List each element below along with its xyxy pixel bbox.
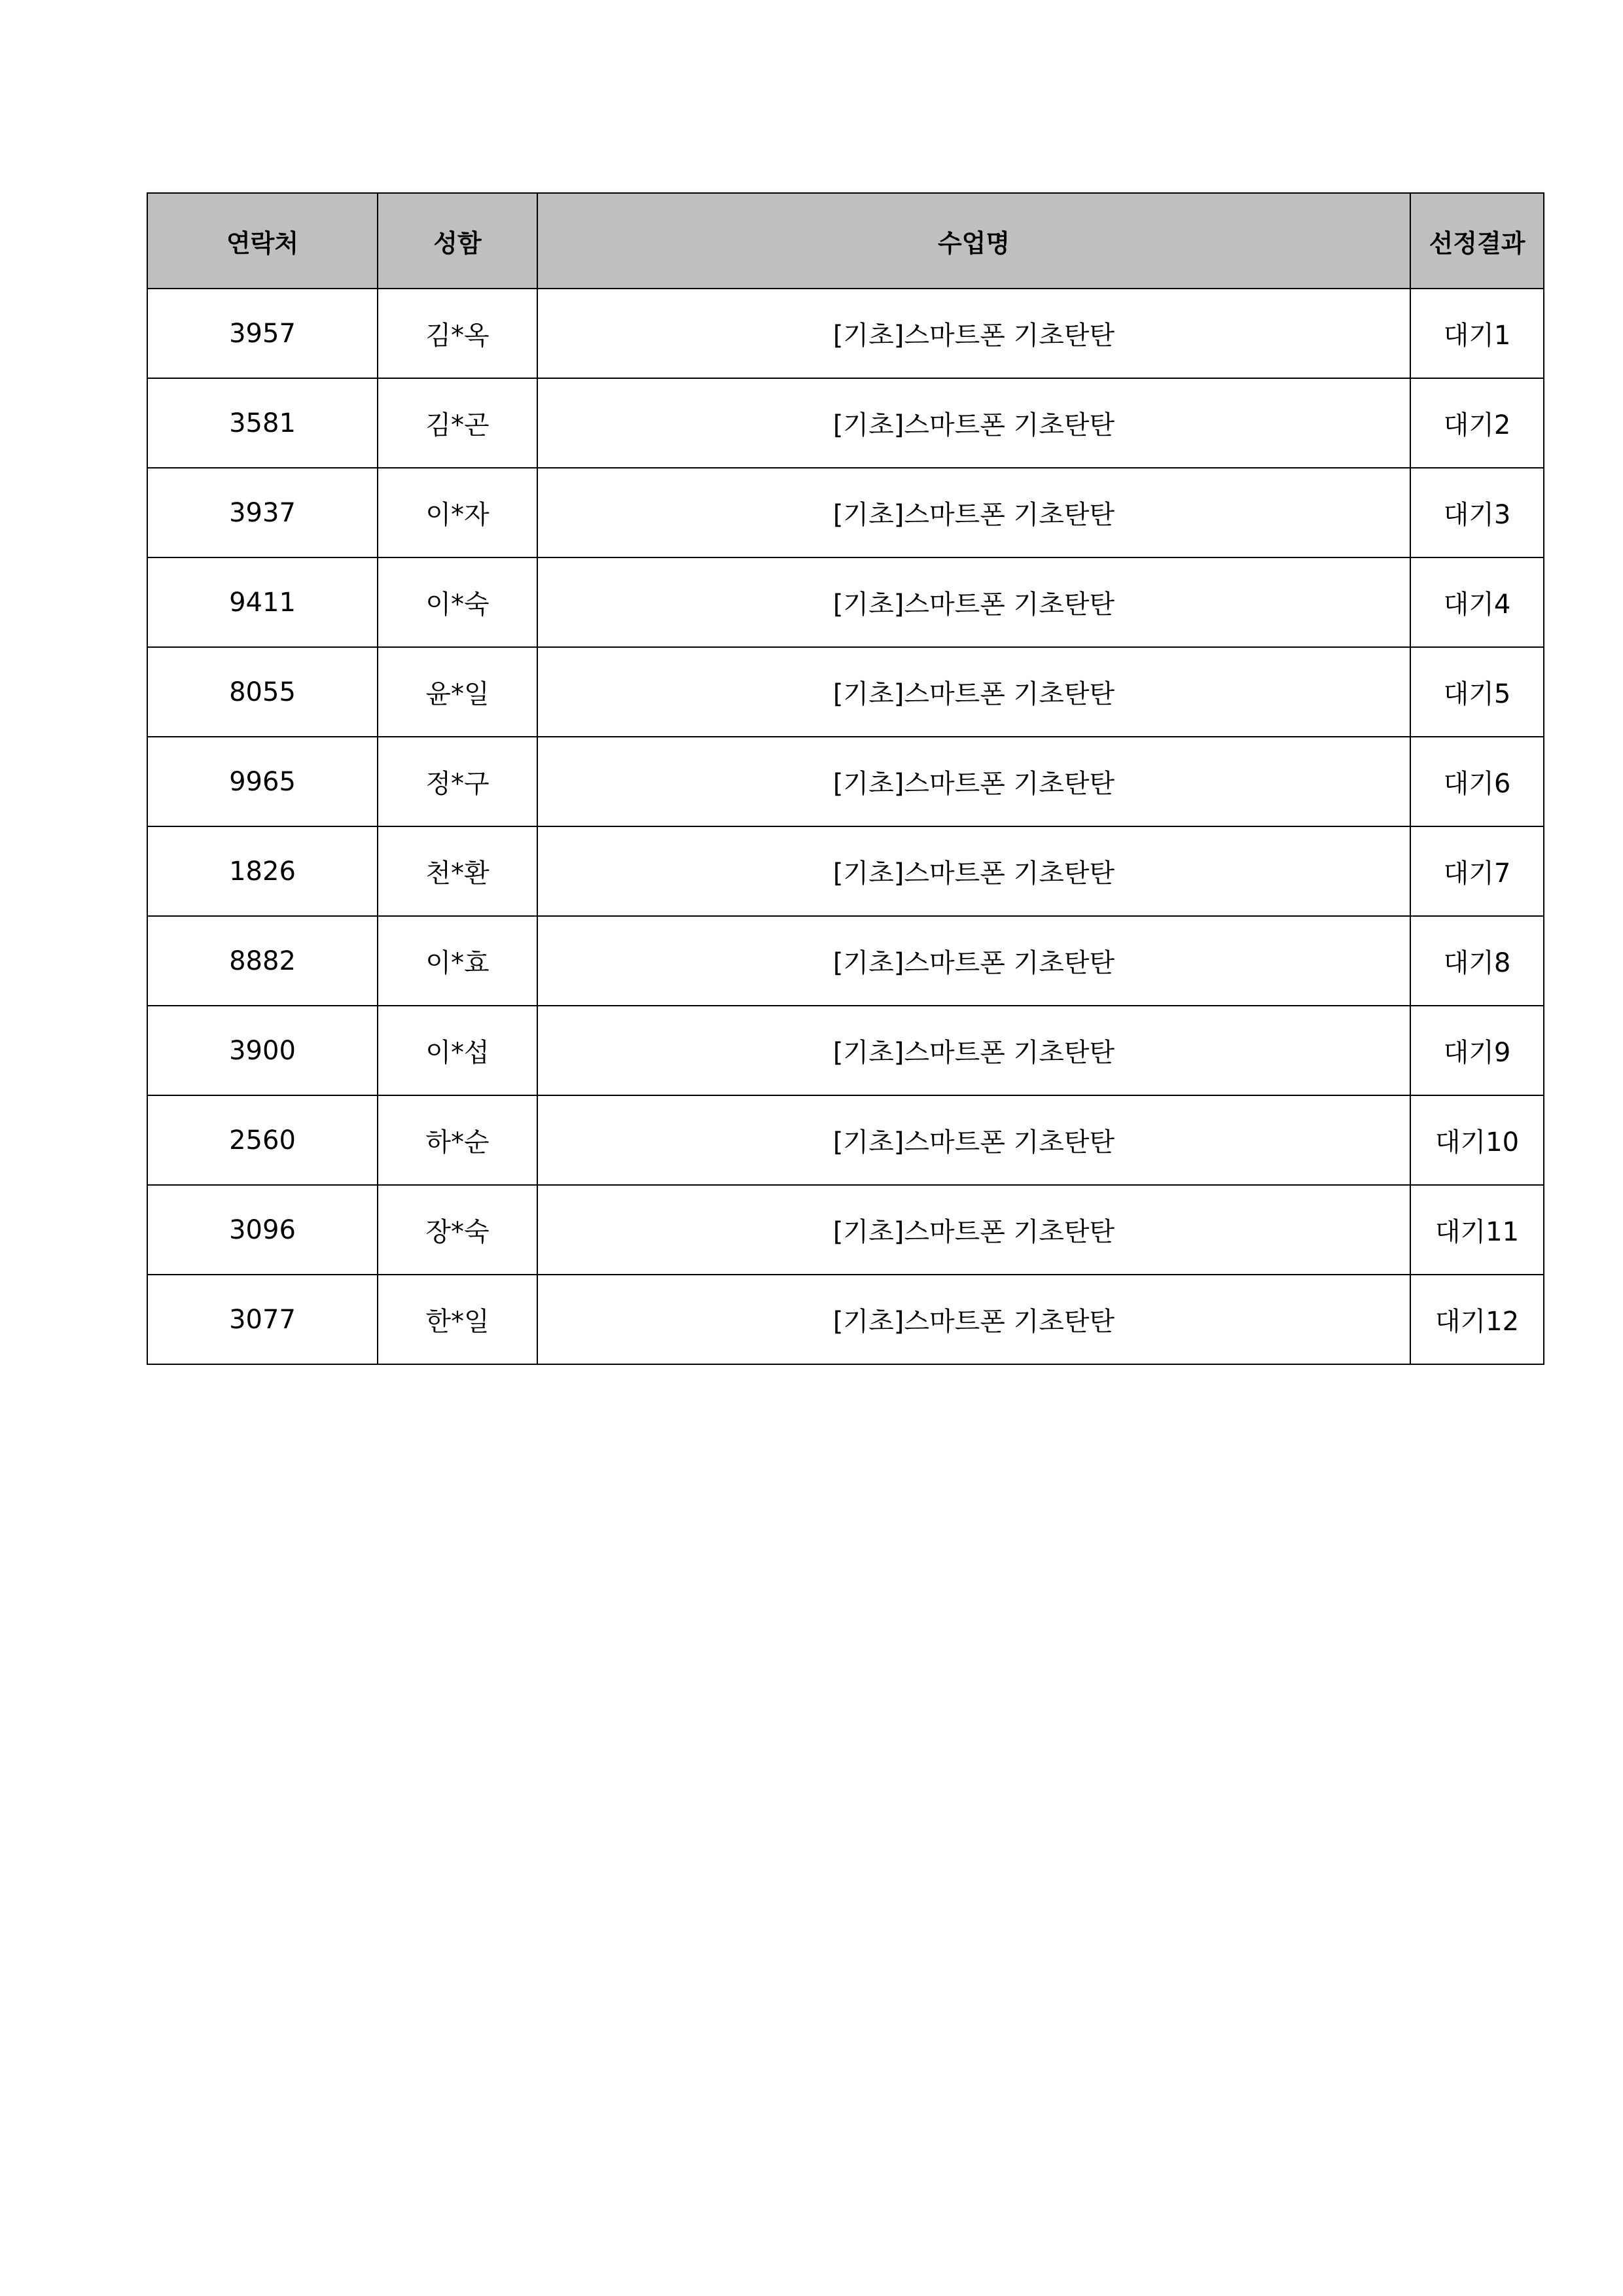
table-row <box>147 378 1544 468</box>
table-header <box>147 193 1544 289</box>
cell-name: 이*자 <box>378 468 537 557</box>
header-row <box>147 193 1544 289</box>
cell-result: 대기7 <box>1410 826 1544 916</box>
cell-contact: 3937 <box>147 468 378 557</box>
cell-result: 대기12 <box>1410 1275 1544 1364</box>
cell-contact: 8055 <box>147 647 378 737</box>
cell-contact: 1826 <box>147 826 378 916</box>
cell-contact: 3077 <box>147 1275 378 1364</box>
cell-name: 이*숙 <box>378 557 537 647</box>
table-row <box>147 916 1544 1006</box>
cell-result: 대기11 <box>1410 1185 1544 1275</box>
cell-name: 김*옥 <box>378 289 537 378</box>
cell-result: 대기5 <box>1410 647 1544 737</box>
cell-course: [기초]스마트폰 기초탄탄 <box>537 378 1410 468</box>
cell-course: [기초]스마트폰 기초탄탄 <box>537 1185 1410 1275</box>
cell-course: [기초]스마트폰 기초탄탄 <box>537 289 1410 378</box>
cell-name: 이*섭 <box>378 1006 537 1095</box>
header-contact: 연락처 <box>147 193 378 289</box>
cell-name: 이*효 <box>378 916 537 1006</box>
cell-contact: 9411 <box>147 557 378 647</box>
cell-result: 대기10 <box>1410 1095 1544 1185</box>
cell-result: 대기4 <box>1410 557 1544 647</box>
cell-course: [기초]스마트폰 기초탄탄 <box>537 1006 1410 1095</box>
header-course: 수업명 <box>537 193 1410 289</box>
table-row <box>147 557 1544 647</box>
cell-contact: 8882 <box>147 916 378 1006</box>
cell-result: 대기8 <box>1410 916 1544 1006</box>
table-row <box>147 289 1544 378</box>
cell-course: [기초]스마트폰 기초탄탄 <box>537 1275 1410 1364</box>
cell-course: [기초]스마트폰 기초탄탄 <box>537 1095 1410 1185</box>
cell-course: [기초]스마트폰 기초탄탄 <box>537 647 1410 737</box>
table-row <box>147 647 1544 737</box>
cell-contact: 9965 <box>147 737 378 826</box>
cell-result: 대기2 <box>1410 378 1544 468</box>
cell-name: 한*일 <box>378 1275 537 1364</box>
table-row <box>147 737 1544 826</box>
cell-result: 대기1 <box>1410 289 1544 378</box>
cell-contact: 3900 <box>147 1006 378 1095</box>
table-row <box>147 1275 1544 1364</box>
cell-contact: 2560 <box>147 1095 378 1185</box>
table-row <box>147 1185 1544 1275</box>
cell-contact: 3957 <box>147 289 378 378</box>
selection-result-table <box>147 192 1544 1365</box>
cell-name: 정*구 <box>378 737 537 826</box>
table-body <box>147 289 1544 1364</box>
table-row <box>147 1095 1544 1185</box>
cell-name: 김*곤 <box>378 378 537 468</box>
table-row <box>147 826 1544 916</box>
header-result: 선정결과 <box>1410 193 1544 289</box>
cell-result: 대기3 <box>1410 468 1544 557</box>
cell-name: 천*환 <box>378 826 537 916</box>
cell-course: [기초]스마트폰 기초탄탄 <box>537 557 1410 647</box>
cell-course: [기초]스마트폰 기초탄탄 <box>537 916 1410 1006</box>
cell-course: [기초]스마트폰 기초탄탄 <box>537 826 1410 916</box>
cell-name: 장*숙 <box>378 1185 537 1275</box>
cell-name: 하*순 <box>378 1095 537 1185</box>
cell-result: 대기9 <box>1410 1006 1544 1095</box>
header-name: 성함 <box>378 193 537 289</box>
cell-contact: 3581 <box>147 378 378 468</box>
cell-result: 대기6 <box>1410 737 1544 826</box>
cell-course: [기초]스마트폰 기초탄탄 <box>537 468 1410 557</box>
cell-course: [기초]스마트폰 기초탄탄 <box>537 737 1410 826</box>
table-row <box>147 1006 1544 1095</box>
table-row <box>147 468 1544 557</box>
cell-contact: 3096 <box>147 1185 378 1275</box>
cell-name: 윤*일 <box>378 647 537 737</box>
